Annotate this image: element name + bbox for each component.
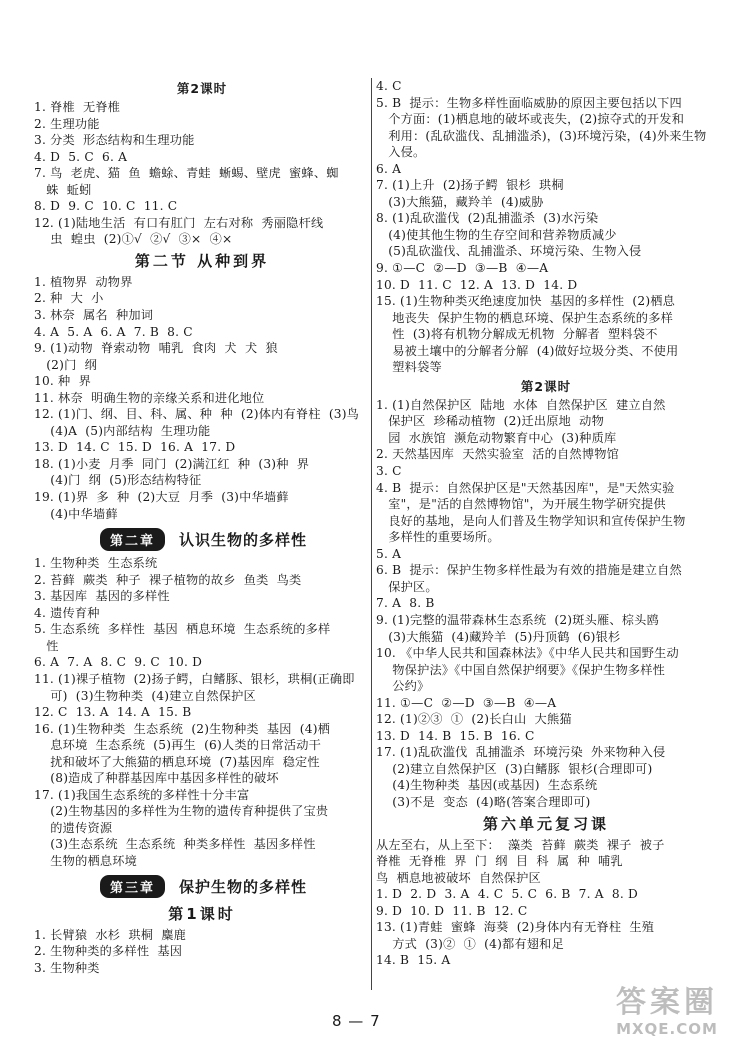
answer-line: 2. 苔藓 蕨类 种子 裸子植物的故乡 鱼类 鸟类 [34, 572, 302, 587]
answer-line: 可) (3)生物种类 (4)建立自然保护区 [34, 688, 256, 703]
watermark-logo [592, 986, 742, 1044]
page-number: 8 — 7 [332, 1012, 381, 1030]
section-heading: 第2课时 [176, 81, 228, 96]
answer-line: 6. A 7. A 8. C 9. C 10. D [34, 655, 203, 670]
answer-line: (3)生态系统 生态系统 种类多样性 基因多样性 [34, 837, 316, 852]
answer-line: 扰和破坏了大熊猫的栖息环境 (7)基因库 稳定性 [34, 754, 320, 769]
answer-line: 17. (1)我国生态系统的多样性十分丰富 [34, 787, 250, 802]
answer-line: 9. D 10. D 11. B 12. C [376, 903, 528, 918]
answer-line: 园 水族馆 濒危动物繁育中心 (3)种质库 [376, 430, 617, 445]
answer-line: 1. 植物界 动物界 [34, 274, 133, 289]
section-heading: 第1课时 [168, 904, 236, 923]
answer-line: 10. D 11. C 12. A 13. D 14. D [376, 277, 578, 292]
answer-line: 13. D 14. C 15. D 16. A 17. D [34, 440, 236, 455]
answer-line: 3. C [376, 464, 402, 479]
answer-line: 4. B 提示：自然保护区是"天然基因库"，是"天然实验 [376, 480, 675, 495]
chapter-title: 认识生物的多样性 [179, 530, 308, 549]
answer-line: 4. A 5. A 6. A 7. B 8. C [34, 324, 193, 339]
answer-line: 14. B 15. A [376, 953, 451, 968]
answer-line: 性 [34, 638, 59, 653]
answer-line: 塑料袋等 [376, 360, 442, 375]
answer-line: (4)使其他生物的生存空间和营养物质减少 [376, 227, 617, 242]
answer-line: 7. 鸟 老虎、猫 鱼 蟾蜍、青蛙 蜥蜴、壁虎 蜜蜂、蜘 [34, 166, 339, 181]
answer-line: 3. 基因库 基因的多样性 [34, 589, 170, 604]
answer-line: 10. 《中华人民共和国森林法》《中华人民共和国野生动 [376, 646, 679, 661]
chapter-header [34, 528, 370, 550]
section-heading: 第2课时 [520, 378, 572, 394]
answer-line: 保护区 珍稀动植物 (2)迁出原地 动物 [376, 414, 604, 429]
answer-line: 3. 林奈 属名 种加词 [34, 308, 154, 323]
answer-line: 脊椎 无脊椎 界 门 纲 目 科 属 种 哺乳 [376, 854, 623, 869]
answer-line: 2. 生理功能 [34, 116, 100, 131]
answer-line: 16. (1)生物种类 生态系统 (2)生物种类 基因 (4)栖 [34, 721, 331, 736]
answer-line: 1. 脊椎 无脊椎 [34, 100, 121, 114]
answer-line: 6. A [376, 161, 402, 176]
answer-line: (2)门 纲 [34, 357, 98, 372]
answer-line: (5)乱砍滥伐、乱捕滥杀、环境污染、生物入侵 [376, 244, 642, 259]
answer-line: 方式 (3)② ① (4)都有翅和足 [376, 936, 564, 951]
answer-line: 的遗传资源 [34, 820, 113, 835]
answer-line: 9. ①—C ②—D ③—B ④—A [376, 261, 549, 276]
answer-line: 1. 生物种类 生态系统 [34, 556, 158, 571]
section-heading: 第二节 从种到界 [134, 251, 270, 270]
chapter-badge: 第二章 [100, 528, 165, 551]
answer-line: 个方面：(1)栖息地的破坏或丧失，(2)掠夺式的开发和 [376, 112, 685, 127]
right-column [376, 78, 716, 969]
answer-line: 5. B 提示：生物多样性面临威胁的原因主要包括以下四 [376, 95, 682, 110]
answer-line: 6. B 提示：保护生物多样性最为有效的措施是建立自然 [376, 563, 682, 578]
answer-line: 室"，是"活的自然博物馆"，为开展生物学研究提供 [376, 497, 666, 512]
answer-line: (2)生物基因的多样性为生物的遗传育种提供了宝贵 [34, 804, 329, 819]
answer-line: 4. D 5. C 6. A [34, 149, 128, 164]
watermark-text: 答案圈 [616, 985, 718, 1020]
answer-line: 9. (1)完整的温带森林生态系统 (2)斑头雁、棕头鸥 [376, 612, 659, 627]
answer-line: 5. A [376, 546, 402, 561]
answer-line: (2)建立自然保护区 (3)白鳍豚 银杉(合理即可) [376, 761, 653, 776]
answer-line: 12. C 13. A 14. A 15. B [34, 705, 192, 720]
answer-line: 9. (1)动物 脊索动物 哺乳 食肉 犬 犬 狼 [34, 341, 278, 356]
answer-line: 从左至右，从上至下： 藻类 苔藓 蕨类 裸子 被子 [376, 837, 665, 852]
answer-line: 易被土壤中的分解者分解 (4)做好垃圾分类、不使用 [376, 343, 679, 358]
answer-line: 鸟 栖息地被破坏 自然保护区 [376, 870, 541, 885]
answer-line: 7. A 8. B [376, 596, 435, 611]
answer-line: 多样性的重要场所。 [376, 530, 500, 545]
answer-line: (4)门 纲 (5)形态结构特征 [34, 473, 202, 488]
answer-line: 17. (1)乱砍滥伐 乱捕滥杀 环境污染 外来物种入侵 [376, 745, 666, 760]
answer-line: 保护区。 [376, 579, 438, 594]
answer-line: 8. D 9. C 10. C 11. C [34, 199, 178, 214]
answer-line: 19. (1)界 多 种 (2)大豆 月季 (3)中华墙藓 [34, 490, 289, 505]
answer-line: 3. 生物种类 [34, 960, 100, 975]
answer-line: (3)大熊猫，藏羚羊 (4)威胁 [376, 194, 544, 209]
answer-line: 1. 长臂猿 水杉 珙桐 麋鹿 [34, 927, 187, 942]
answer-line: 利用：(乱砍滥伐、乱捕滥杀)，(3)环境污染，(4)外来生物 [376, 128, 707, 143]
answer-line: 15. (1)生物种类灭绝速度加快 基因的多样性 (2)栖息 [376, 294, 676, 309]
answer-line: 11. (1)裸子植物 (2)扬子鳄，白鳍豚、银杉，珙桐(正确即 [34, 671, 355, 686]
answer-line: 13. (1)青蛙 蜜蜂 海葵 (2)身体内有无脊柱 生殖 [376, 920, 655, 935]
answer-line: 性 (3)将有机物分解成无机物 分解者 塑料袋不 [376, 327, 658, 342]
chapter-badge: 第三章 [100, 875, 165, 898]
answer-line: 13. D 14. B 15. B 16. C [376, 728, 535, 743]
answer-line: 2. 种 大 小 [34, 291, 104, 306]
chapter-title: 保护生物的多样性 [179, 878, 308, 897]
answer-line: 12. (1)②③ ① (2)长白山 大熊猫 [376, 712, 572, 727]
answer-line: 公约》 [376, 679, 430, 694]
answer-line: (4)中华墙藓 [34, 506, 118, 521]
answer-line: 18. (1)小麦 月季 同门 (2)满江红 种 (3)种 界 [34, 456, 310, 471]
answer-line: 8. (1)乱砍滥伐 (2)乱捕滥杀 (3)水污染 [376, 211, 599, 226]
answer-line: 3. 分类 形态结构和生理功能 [34, 133, 195, 148]
answer-line: 11. ①—C ②—D ③—B ④—A [376, 695, 557, 710]
answer-line: 5. 生态系统 多样性 基因 栖息环境 生态系统的多样 [34, 622, 331, 637]
answer-line: 生物的栖息环境 [34, 853, 138, 868]
answer-line: 4. C [376, 79, 402, 93]
answer-line: 1. D 2. D 3. A 4. C 5. C 6. B 7. A 8. D [376, 887, 638, 902]
answer-line: 息环境 生态系统 (5)再生 (6)人类的日常活动干 [34, 738, 322, 753]
answer-line: 入侵。 [376, 145, 426, 160]
answer-line: 12. (1)陆地生活 有口有肛门 左右对称 秀丽隐杆线 [34, 215, 324, 230]
answer-line: 7. (1)上升 (2)扬子鳄 银杉 珙桐 [376, 178, 564, 193]
chapter-header [34, 876, 370, 898]
answer-line: (3)不是 变态 (4)略(答案合理即可) [376, 794, 591, 809]
section-heading: 第六单元复习课 [482, 814, 609, 833]
answer-line: 良好的基地，是向人们普及生物学知识和宣传保护生物 [376, 513, 686, 528]
answer-line: 12. (1)门、纲、目、科、属、种 种 (2)体内有脊柱 (3)鸟 [34, 407, 360, 422]
watermark-url: MXQE.COM [616, 1020, 718, 1038]
answer-line: 虫 蝗虫 (2)①√ ②√ ③× ④× [34, 232, 233, 247]
answer-line: 1. (1)自然保护区 陆地 水体 自然保护区 建立自然 [376, 397, 666, 412]
answer-line: (3)大熊猫 (4)藏羚羊 (5)丹顶鹤 (6)银杉 [376, 629, 621, 644]
answer-line: 物保护法》《中国自然保护纲要》《保护生物多样性 [376, 662, 666, 677]
answer-line: 2. 天然基因库 天然实验室 活的自然博物馆 [376, 447, 619, 462]
left-column [34, 78, 370, 976]
answer-line: 地丧失 保护生物的栖息环境、保护生态系统的多样 [376, 310, 673, 325]
answer-line: 11. 林奈 明确生物的亲缘关系和进化地位 [34, 390, 265, 405]
answer-line: (4)生物种类 基因(或基因) 生态系统 [376, 778, 598, 793]
answer-line: 2. 生物种类的多样性 基因 [34, 944, 183, 959]
column-divider [371, 78, 372, 990]
answer-line: (8)造成了种群基因库中基因多样性的破坏 [34, 771, 279, 786]
answer-line: 10. 种 界 [34, 374, 91, 389]
answer-line: 蛛 蚯蚓 [34, 182, 92, 197]
answer-line: 4. 遗传育种 [34, 605, 100, 620]
answer-line: (4)A (5)内部结构 生理功能 [34, 423, 211, 438]
